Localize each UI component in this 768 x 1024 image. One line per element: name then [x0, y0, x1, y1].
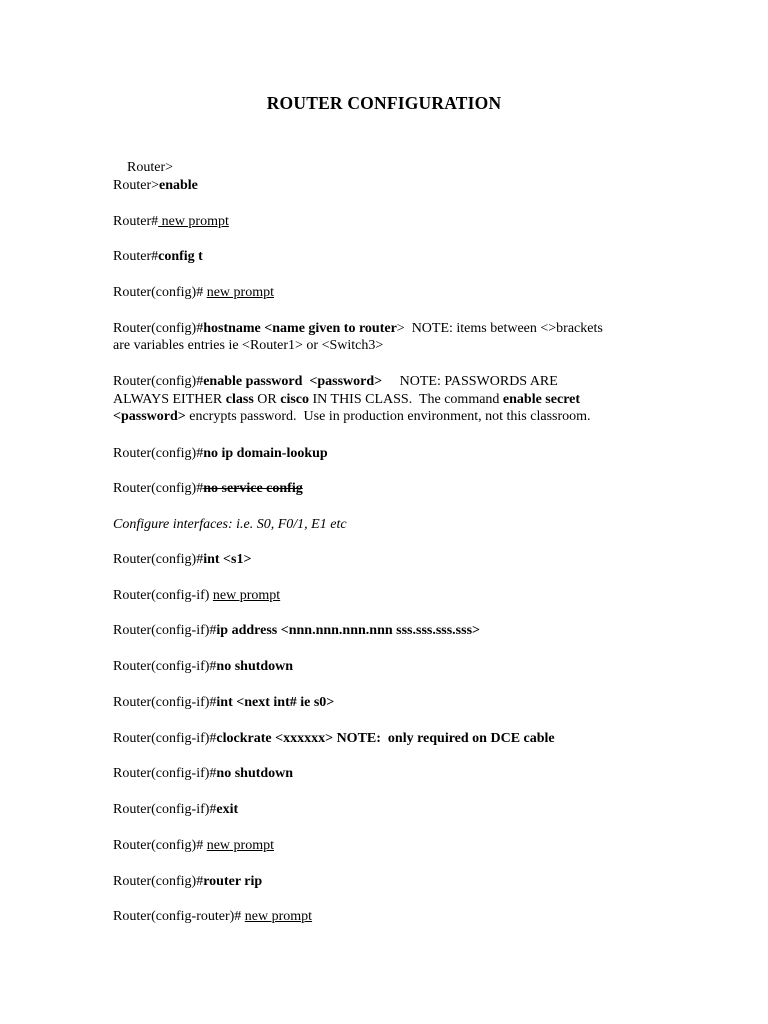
note-text: encrypts password. Use in production environment, not this classroom. [185, 409, 591, 424]
command-text: config t [158, 249, 203, 264]
config-line [113, 658, 293, 675]
config-line [113, 765, 293, 782]
config-line [113, 730, 555, 747]
command-text: no ip domain-lookup [203, 446, 328, 461]
prompt-note: new prompt [206, 838, 274, 853]
prompt-text: Router(config)# [113, 481, 204, 496]
config-line [113, 622, 480, 639]
note-text: > NOTE: items between <>brackets [396, 321, 603, 336]
config-line [113, 213, 229, 230]
keyword-text: class [225, 392, 254, 407]
prompt-text: Router> [113, 178, 159, 193]
command-text: int <next int# ie s0> [216, 695, 335, 710]
prompt-text: Router(config)# [113, 321, 204, 336]
note-text: ALWAYS EITHER [113, 392, 226, 407]
prompt-text: Router(config)# [113, 374, 204, 389]
config-line [113, 801, 238, 818]
prompt-text: Router(config-router)# [113, 909, 245, 924]
config-line-continued [113, 391, 580, 408]
config-line [113, 320, 603, 337]
prompt-text: Router(config)# [113, 874, 204, 889]
page-title: ROUTER CONFIGURATION [266, 93, 502, 113]
note-text: OR [253, 392, 281, 407]
config-line [113, 480, 303, 497]
prompt-text: Router(config-if)# [113, 623, 217, 638]
config-line [113, 694, 334, 711]
prompt-note: new prompt [244, 909, 313, 924]
command-text: int <s1> [203, 552, 252, 567]
command-text: enable [159, 178, 198, 193]
command-text: no shutdown [216, 659, 294, 674]
prompt-text: Router# [113, 249, 159, 264]
command-text: exit [216, 802, 239, 817]
prompt-text: Router(config-if)# [113, 766, 217, 781]
keyword-text: <password> [113, 409, 186, 424]
config-line-continued [113, 408, 591, 425]
config-line [113, 284, 274, 301]
config-line [113, 873, 262, 890]
prompt-text: Router> [127, 160, 173, 175]
command-text: ip address <nnn.nnn.nnn.nnn sss.sss.sss.sss> [216, 623, 481, 638]
keyword-text: cisco [280, 392, 309, 407]
config-line [113, 551, 251, 568]
command-text: router rip [203, 874, 263, 889]
keyword-text: enable secret [502, 392, 581, 407]
prompt-text: Router(config)# [113, 446, 204, 461]
prompt-note: new prompt [158, 214, 229, 229]
prompt-text: Router(config-if)# [113, 659, 217, 674]
note-text: are variables entries ie <Router1> or <Switch3> [113, 338, 384, 353]
config-line [113, 445, 328, 462]
section-note: Configure interfaces: i.e. S0, F0/1, E1 etc [113, 517, 347, 532]
config-line [113, 837, 274, 854]
note-text: NOTE: PASSWORDS ARE [382, 374, 558, 389]
prompt-text: Router(config-if)# [113, 731, 217, 746]
command-text: enable password <password> [203, 374, 383, 389]
config-line [113, 248, 203, 265]
config-line [113, 373, 558, 390]
prompt-note: new prompt [206, 285, 274, 300]
prompt-text: Router(config)# [113, 552, 204, 567]
config-line [113, 177, 198, 194]
note-text: IN THIS CLASS. The command [309, 392, 503, 407]
prompt-text: Router# [113, 214, 159, 229]
prompt-note: new prompt [212, 588, 281, 603]
command-text: hostname <name given to router [203, 321, 397, 336]
command-text-struck: no service config [203, 481, 303, 496]
config-line-continued [113, 337, 383, 354]
prompt-text: Router(config)# [113, 838, 207, 853]
config-line [113, 587, 280, 604]
config-line [113, 908, 312, 925]
command-text: no shutdown [216, 766, 294, 781]
prompt-text: Router(config)# [113, 285, 207, 300]
prompt-text: Router(config-if)# [113, 802, 217, 817]
prompt-text: Router(config-if) [113, 588, 213, 603]
prompt-text: Router(config-if)# [113, 695, 217, 710]
command-text: clockrate <xxxxxx> NOTE: only required on DCE cable [216, 731, 555, 746]
